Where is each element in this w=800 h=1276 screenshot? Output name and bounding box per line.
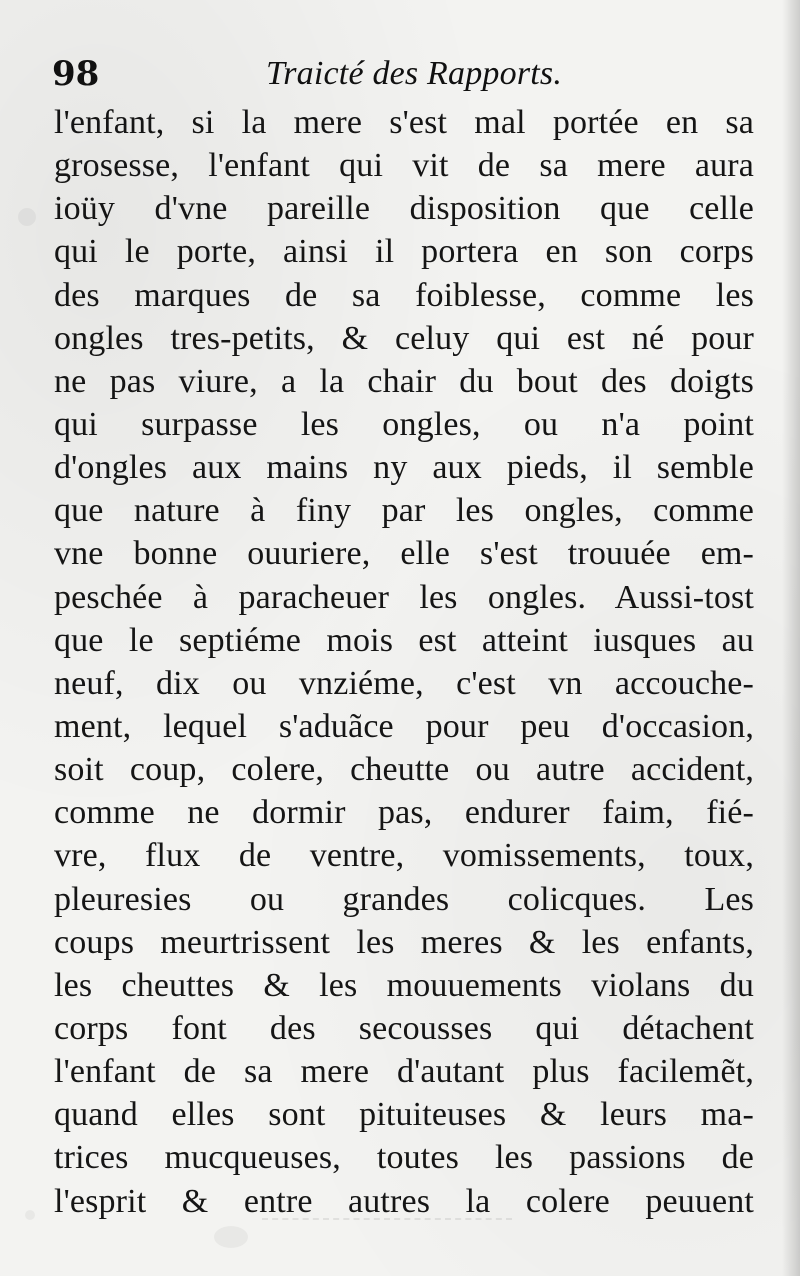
text-line: l'enfant de sa mere d'autant plus facilemẽt, xyxy=(54,1053,754,1091)
text-line: trices mucqueuses, toutes les passions de xyxy=(54,1139,754,1177)
paper-spot xyxy=(18,208,36,226)
text-line: peschée à paracheuer les ongles. Aussi-tost xyxy=(54,578,754,616)
text-line: ongles tres-petits, & celuy qui est né pour xyxy=(54,319,754,357)
text-line: ment, lequel s'aduãce pour peu d'occasion, xyxy=(54,707,754,745)
text-line: ne pas viure, a la chair du bout des doigts xyxy=(54,362,754,400)
text-line: coups meurtrissent les meres & les enfants, xyxy=(54,923,754,961)
text-line: l'enfant, si la mere s'est mal portée en sa xyxy=(54,104,754,141)
text-line: neuf, dix ou vnziéme, c'est vn accouche- xyxy=(54,664,754,702)
page-header xyxy=(52,52,752,96)
body-text xyxy=(54,101,754,1223)
text-line: les cheuttes & les mouuements violans du xyxy=(54,966,754,1004)
text-line: corps font des secousses qui détachent xyxy=(54,1009,754,1047)
text-line: vne bonne ouuriere, elle s'est trouuée em- xyxy=(54,535,754,573)
text-line: grosesse, l'enfant qui vit de sa mere aura xyxy=(54,147,754,185)
text-line: d'ongles aux mains ny aux pieds, il semble xyxy=(54,449,754,487)
page-edge-shadow xyxy=(782,0,800,1276)
text-line: quand elles sont pituiteuses & leurs ma- xyxy=(54,1096,754,1134)
text-line: qui surpasse les ongles, ou n'a point xyxy=(54,405,754,443)
text-line: vre, flux de ventre, vomissements, toux, xyxy=(54,837,754,875)
text-line: pleuresies ou grandes colicques. Les xyxy=(54,880,754,918)
paper-spot xyxy=(214,1226,248,1248)
text-line: ioüy d'vne pareille disposition que celle xyxy=(54,190,754,228)
text-line: soit coup, colere, cheutte ou autre accident, xyxy=(54,751,754,789)
running-title: Traicté des Rapports. xyxy=(266,55,563,92)
paper-spot xyxy=(25,1210,35,1220)
text-line: que nature à finy par les ongles, comme xyxy=(54,492,754,530)
page-number: 98 xyxy=(52,54,100,94)
text-line: comme ne dormir pas, endurer faim, fié- xyxy=(54,794,754,832)
text-line: que le septiéme mois est atteint iusques au xyxy=(54,621,754,659)
text-line: l'esprit & entre autres la colere peuuent xyxy=(54,1182,754,1220)
text-line: des marques de sa foiblesse, comme les xyxy=(54,276,754,314)
text-line: qui le porte, ainsi il portera en son corps xyxy=(54,233,754,271)
